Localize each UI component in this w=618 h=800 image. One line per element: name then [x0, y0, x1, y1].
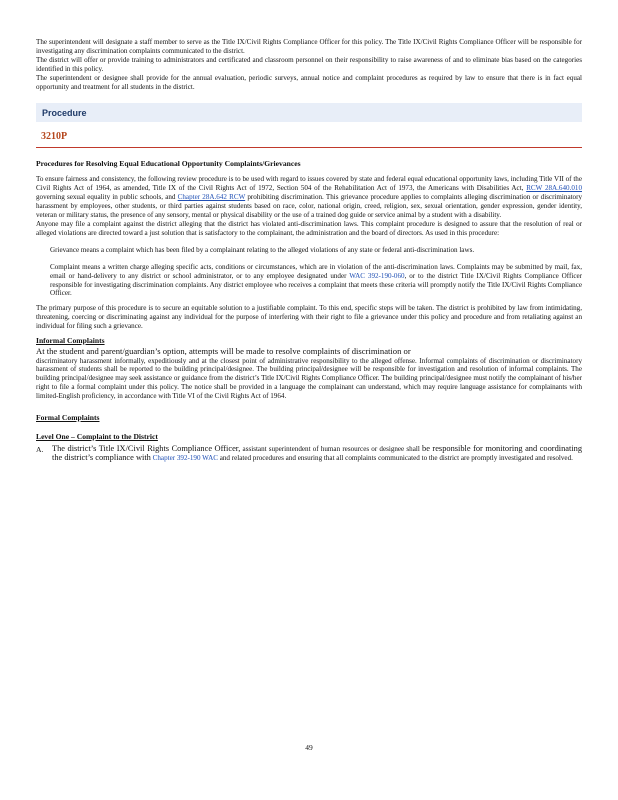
procedures-paragraph-2: Anyone may file a complaint against the district alleging that the district has violated anti-discrimination laws. This complaint procedure is designed to assure that the resolution of real or alleged violations are directed toward a just solution that is satisfactory to the complainant, the administration and the board of directors. As used in this procedure: — [36, 219, 582, 237]
list-item-grievance — [36, 246, 582, 255]
complaint-text-b: , or to the district Title IX/Civil Rights Compliance Officer responsible for investigating discrimination complaints. Any district employee who receives a complaint that meets these criteria will promptly notify the Title IX/Civil Rights Compliance Officer. — [50, 271, 582, 298]
item-a-text-2: and related procedures and ensuring that all complaints communicated to the district are promptly investigated and resolved. — [219, 453, 573, 462]
page-number: 49 — [305, 743, 313, 752]
level-one-heading: Level One – Complaint to the District — [36, 432, 158, 442]
item-a-lead: The district’s Title IX/Civil Rights Compliance Officer, — [52, 444, 241, 454]
item-a-marker: A. — [36, 445, 44, 455]
intro-paragraph-3: The superintendent or designee shall provide for the annual evaluation, periodic surveys, annual notice and complaint procedures as required by law to ensure that there is in fact equal opportunity and treatment for all students in the district. — [36, 73, 582, 91]
section-title: Procedure — [42, 107, 87, 118]
rcw-link[interactable]: RCW 28A.640.010 — [526, 184, 582, 193]
bullet-mark-icon — [36, 246, 50, 255]
informal-lead: At the student and parent/guardian’s option, attempts will be made to resolve complaints of discrimination or — [36, 346, 411, 357]
list-item-a — [36, 445, 582, 463]
item-a-text-1: assistant superintendent of human resources or designee shall — [242, 445, 420, 454]
grievance-definition: Grievance means a complaint which has been filed by a complainant relating to the alleged violations of any state or federal anti-discrimination laws. — [50, 245, 475, 254]
list-item-complaint — [36, 263, 582, 299]
informal-text: discriminatory harassment informally, expeditiously and at the closest point of administrative responsibility to the alleged offense. Informal complaints of discrimination or discriminatory harassment of students shall be reported to the building principal/designee. The building principal/designee will be responsible for investigation and resolution of informal complaints. The building principal/designee may seek assistance or guidance from the district’s Title IX/Civil Rights Compliance Officer. The building principal/designee must notify the complainant of his/her right to file a formal complaint under this policy. The notice shall be provided in a language the complainant can understand, which may require language assistance for complainants with limited-English proficiency, in accordance with Title VI of the Civil Rights Act of 1964. — [36, 356, 582, 401]
complaint-definition — [50, 263, 582, 299]
procedures-p1-text-b: governing sexual equality in public schools, and — [36, 193, 176, 202]
procedures-p1-text-c: prohibiting discrimination. This grievance procedure applies to complaints alleging discrimination or discriminatory harassment by employees, other students, or third parties against students based on race, color, national origin, creed, religion, sex, sexual orientation, gender expression, gender identity, veteran or military status, the presence of any sensory, mental or physical disability or the use of a trained dog guide or service animal by a student with a disability. — [36, 193, 583, 220]
section-header-bar — [36, 103, 582, 122]
intro-paragraph-1: The superintendent will designate a staff member to serve as the Title IX/Civil Rights Compliance Officer for this policy. The Title IX/Civil Rights Compliance Officer will be responsible for investigating any discrimination complaints communicated to the district. — [36, 38, 582, 55]
complaint-text-a: Complaint means a written charge alleging specific acts, conditions or circumstances, which are in violation of the anti-discrimination laws. Complaints may be submitted by mail, fax, email or hand-delivery to any district or school administrator, or to any employee designated under — [50, 262, 582, 280]
wac-link[interactable]: WAC 392-190-060 — [349, 271, 405, 280]
item-a-lead-2: be responsible for monitoring and coordinating the district’s compliance with — [52, 444, 583, 462]
procedures-p1-text-a: To ensure fairness and consistency, the following review procedure is to be used with regard to issues covered by state and federal equal educational opportunity laws, including Title VII of the Civil Rights Act of 1964, as amended, Title IX of the Civil Rights Act of 1972, Section 504 of the Rehabilitation Act of 1973, the Americans with Disabilities Act, — [36, 175, 582, 193]
procedures-paragraph-3: The primary purpose of this procedure is to secure an equitable solution to a justifiable complaint. To this end, specific steps will be taken. The district is prohibited by law from intimidating, threatening, coercing or discriminating against any individual for the purpose of interfering with their right to file a grievance under this policy and procedure and from retaliating against an individual for filing such a grievance. — [36, 304, 582, 331]
bullet-mark-icon — [36, 263, 50, 299]
chapter-rcw-link[interactable]: Chapter 28A.642 RCW — [177, 193, 246, 202]
page-content — [36, 38, 582, 463]
intro-paragraph-2: The district will offer or provide training to administrators and certificated and classroom personnel on their responsibility to raise awareness of and to eliminate bias based on the categories identified in this policy. — [36, 55, 582, 73]
procedures-heading: Procedures for Resolving Equal Educational Opportunity Complaints/Grievances — [36, 159, 301, 169]
informal-complaints-heading: Informal Complaints — [36, 336, 105, 346]
formal-complaints-heading: Formal Complaints — [36, 413, 100, 423]
chapter-wac-link[interactable]: Chapter 392-190 WAC — [152, 453, 218, 462]
procedures-paragraph-1 — [36, 175, 582, 220]
item-a-text — [52, 445, 582, 463]
policy-number: 3210P — [36, 131, 582, 148]
